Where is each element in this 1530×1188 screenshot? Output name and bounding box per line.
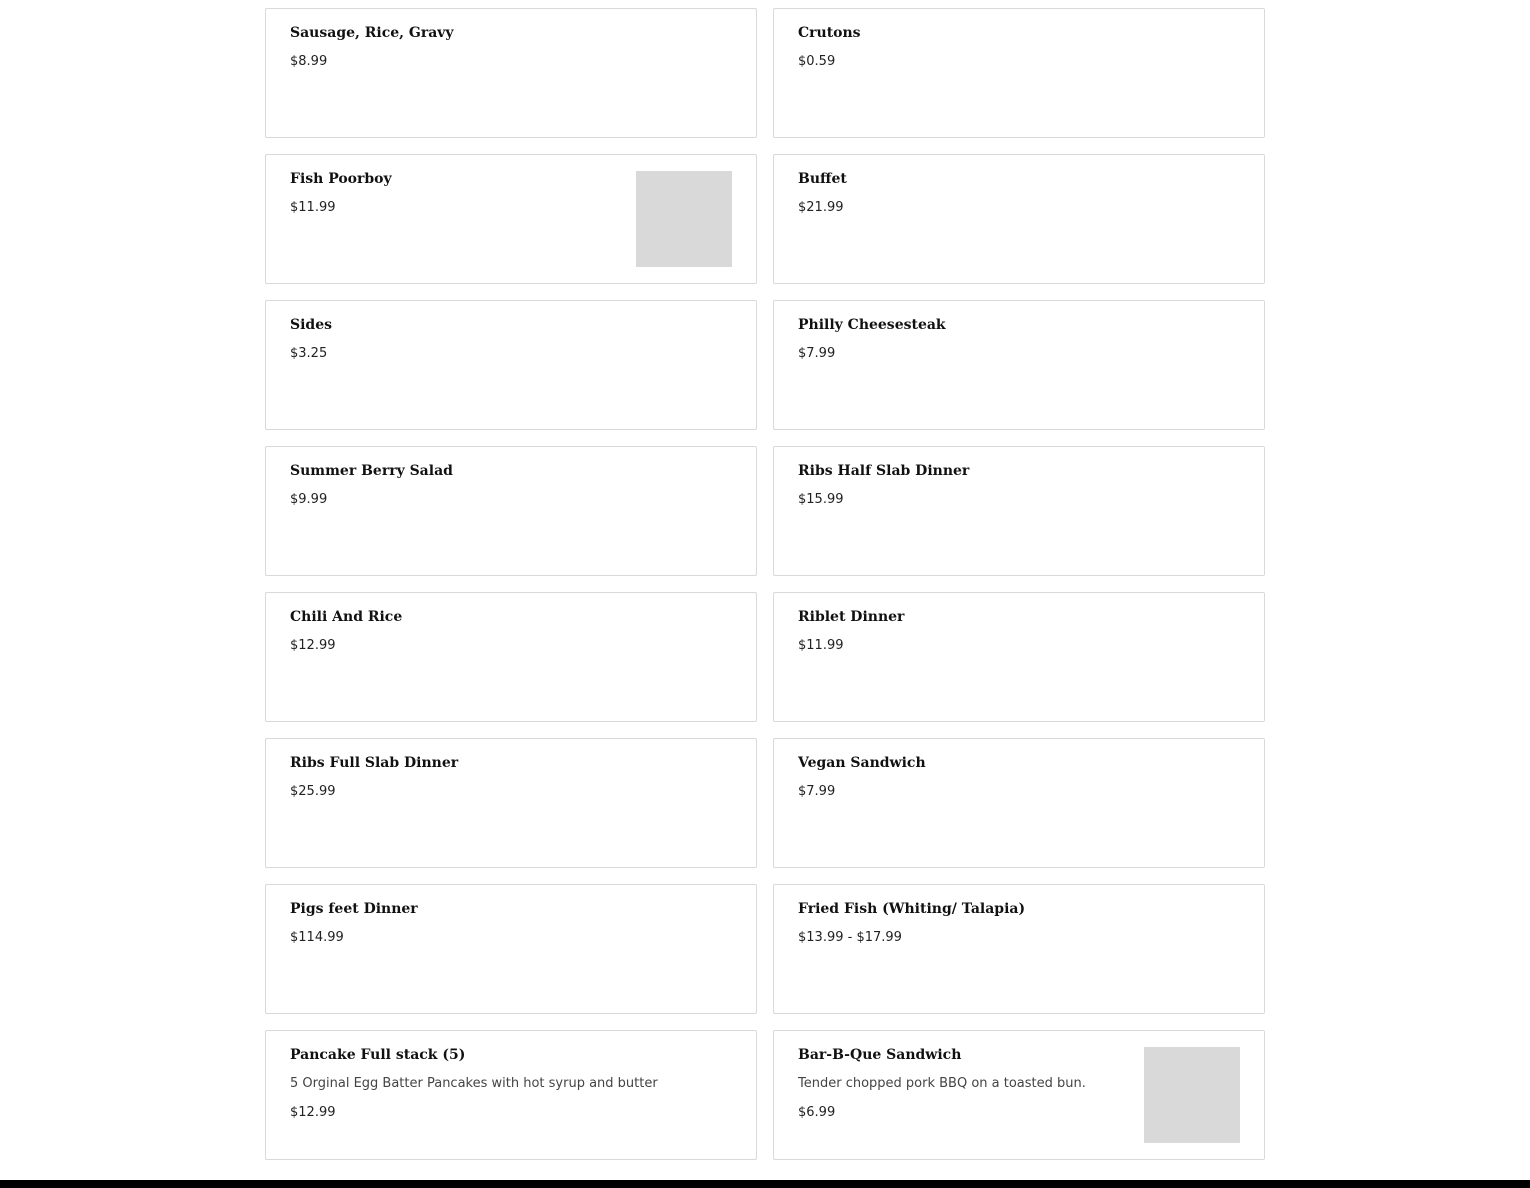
menu-item-card[interactable]: [773, 8, 1265, 138]
menu-item-price: $13.99 - $17.99: [798, 930, 902, 945]
menu-item-card[interactable]: [773, 300, 1265, 430]
menu-item-name: Riblet Dinner: [798, 609, 905, 625]
menu-item-name: Ribs Half Slab Dinner: [798, 463, 970, 479]
menu-item-price: $15.99: [798, 492, 844, 507]
menu-item-card[interactable]: [773, 154, 1265, 284]
menu-item-name: Crutons: [798, 25, 861, 41]
menu-item-description: 5 Orginal Egg Batter Pancakes with hot syrup and butter: [290, 1076, 658, 1091]
menu-item-name: Chili And Rice: [290, 609, 403, 625]
menu-item-price: $8.99: [290, 54, 328, 69]
menu-item-name: Bar-B-Que Sandwich: [798, 1047, 962, 1063]
menu-item-price: $3.25: [290, 346, 328, 361]
menu-item-price: $7.99: [798, 784, 836, 799]
menu-item-name: Summer Berry Salad: [290, 463, 453, 479]
menu-item-card[interactable]: [265, 1030, 757, 1160]
menu-item-name: Sides: [290, 317, 333, 333]
menu-item-price: $12.99: [290, 638, 336, 653]
menu-item-name: Pigs feet Dinner: [290, 901, 418, 917]
menu-item-name: Ribs Full Slab Dinner: [290, 755, 459, 771]
menu-item-card[interactable]: [265, 446, 757, 576]
menu-item-card[interactable]: [265, 592, 757, 722]
menu-item-name: Pancake Full stack (5): [290, 1047, 466, 1063]
menu-item-card[interactable]: [773, 446, 1265, 576]
menu-item-name: Fish Poorboy: [290, 171, 392, 187]
menu-item-card[interactable]: [265, 884, 757, 1014]
menu-item-card[interactable]: [773, 738, 1265, 868]
menu-item-card[interactable]: [265, 8, 757, 138]
menu-item-price: $0.59: [798, 54, 836, 69]
menu-item-card[interactable]: [773, 592, 1265, 722]
menu-items-grid: [265, 8, 1265, 1160]
menu-item-image: [636, 171, 732, 267]
menu-item-name: Fried Fish (Whiting/ Talapia): [798, 901, 1026, 917]
menu-item-card[interactable]: [265, 738, 757, 868]
menu-item-price: $11.99: [798, 638, 844, 653]
menu-item-card[interactable]: [773, 1030, 1265, 1160]
menu-item-card[interactable]: [265, 154, 757, 284]
menu-item-price: $9.99: [290, 492, 328, 507]
menu-item-name: Sausage, Rice, Gravy: [290, 25, 454, 41]
menu-item-price: $114.99: [290, 930, 344, 945]
menu-item-price: $11.99: [290, 200, 336, 215]
menu-item-card[interactable]: [265, 300, 757, 430]
menu-item-price: $25.99: [290, 784, 336, 799]
menu-item-price: $12.99: [290, 1105, 336, 1120]
menu-item-image: [1144, 1047, 1240, 1143]
menu-item-price: $6.99: [798, 1105, 836, 1120]
menu-item-price: $7.99: [798, 346, 836, 361]
menu-item-name: Vegan Sandwich: [798, 755, 926, 771]
menu-item-name: Buffet: [798, 171, 847, 187]
menu-item-price: $21.99: [798, 200, 844, 215]
menu-item-description: Tender chopped pork BBQ on a toasted bun.: [798, 1076, 1086, 1091]
menu-item-card[interactable]: [773, 884, 1265, 1014]
menu-item-name: Philly Cheesesteak: [798, 317, 946, 333]
footer-bar: [0, 1180, 1530, 1188]
